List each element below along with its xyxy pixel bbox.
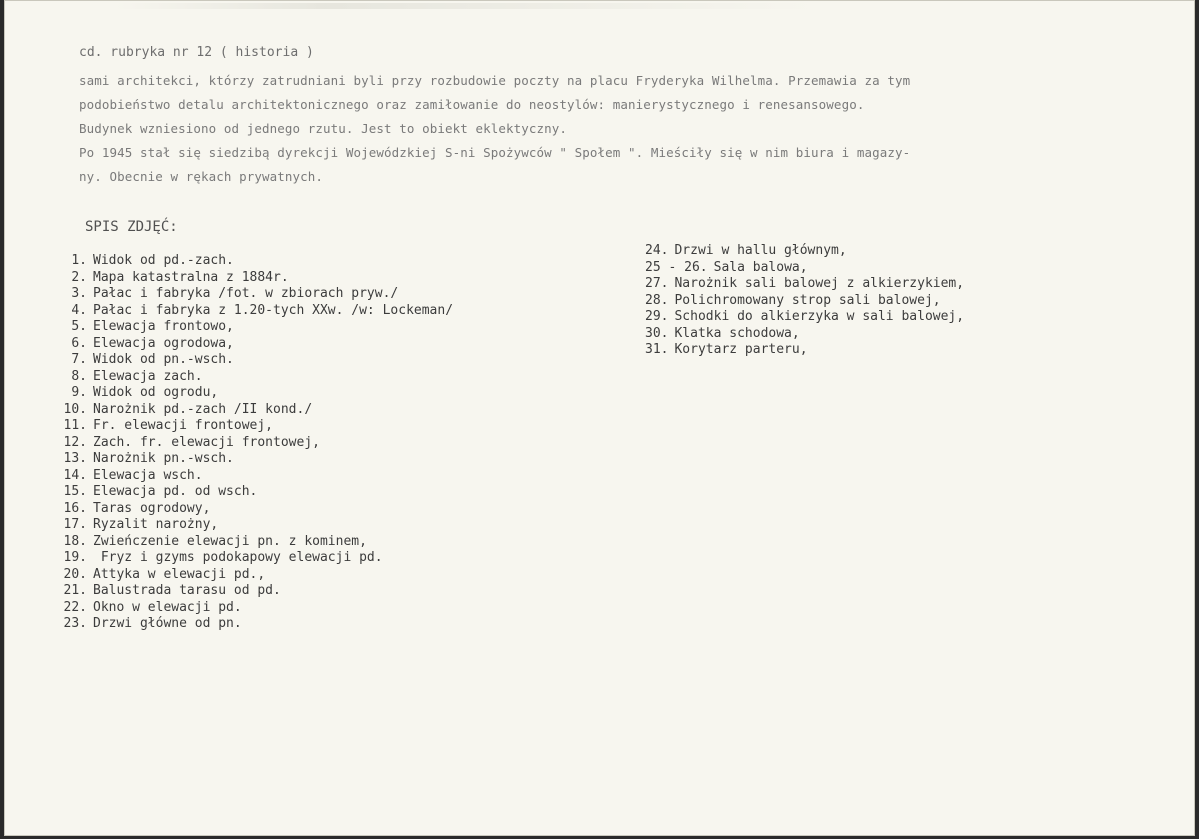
photo-item-number: 28. [645, 292, 669, 308]
photo-list-item [49, 253, 453, 270]
photo-item-number: 21. [63, 583, 87, 598]
photo-list-item [49, 484, 453, 501]
photo-item-label: Elewacja ogrodowa, [93, 335, 234, 351]
photo-item-label: Narożnik pd.-zach /II kond./ [93, 401, 313, 417]
photo-item-number: 15. [63, 484, 87, 499]
photo-item-label: Pałac i fabryka /fot. w zbiorach pryw./ [93, 286, 399, 301]
photo-item-label: Narożnik pn.-wsch. [93, 451, 234, 466]
photo-list-item [49, 567, 453, 584]
photo-list-right [645, 243, 964, 359]
photo-list-item [49, 550, 453, 567]
photo-list-item [49, 369, 453, 386]
photo-list-item [49, 600, 453, 617]
photo-item-number: 6. [71, 335, 87, 351]
photo-item-number: 4. [71, 302, 87, 318]
photo-item-label: Widok od pd.-zach. [93, 253, 234, 268]
photo-item-label: Widok od ogrodu, [93, 385, 219, 400]
photo-item-label: Mapa katastralna z 1884r. [93, 269, 289, 285]
section-heading: cd. rubryka nr 12 ( historia ) [79, 45, 314, 60]
photo-item-label: Klatka schodowa, [674, 325, 800, 341]
photo-item-number: 7. [71, 352, 87, 367]
photo-item-label: Elewacja pd. od wsch. [93, 484, 258, 499]
photo-item-number: 9. [71, 385, 87, 400]
photo-list-item [49, 303, 453, 320]
photo-item-number: 30. [645, 325, 669, 341]
photo-item-label: Zach. fr. elewacji frontowej, [93, 434, 320, 450]
photo-list-item [49, 336, 453, 353]
photo-list-item [645, 342, 964, 359]
photo-list-item [49, 501, 453, 518]
photo-item-label: Fr. elewacji frontowej, [93, 418, 274, 433]
photo-item-label: Zwieńczenie elewacji pn. z kominem, [93, 533, 367, 549]
photo-item-label: Ryzalit narożny, [93, 517, 219, 532]
paragraph-line: podobieństwo detalu architektonicznego oraz zamiłowanie do neostylów: manierystycznego i renesansowego. [79, 97, 865, 112]
photo-item-number: 17. [63, 517, 87, 532]
photo-item-number: 23. [63, 616, 87, 631]
photo-list-left [49, 253, 453, 633]
paragraph-line: sami architekci, którzy zatrudniani byli przy rozbudowie poczty na placu Fryderyka Wilhelma. Przemawia za tym [79, 73, 911, 88]
photo-list-item [49, 270, 453, 287]
photo-list-item [49, 352, 453, 369]
photo-item-number: 27. [645, 276, 669, 291]
photo-item-number: 8. [71, 368, 87, 384]
paragraph-line: ny. Obecnie w rękach prywatnych. [79, 169, 324, 184]
photo-item-label: Schodki do alkierzyka w sali balowej, [674, 309, 965, 324]
photo-list-item [49, 517, 453, 534]
photo-list-item [49, 468, 453, 485]
photo-list-item [49, 435, 453, 452]
photo-item-number: 24. [645, 243, 669, 258]
photo-list-item [49, 616, 453, 633]
photo-item-number: 14. [63, 467, 87, 483]
top-edge-smudge [115, 3, 815, 9]
photo-item-label: Taras ogrodowy, [93, 500, 211, 516]
photo-list-item [49, 402, 453, 419]
photo-item-label: Okno w elewacji pd. [93, 599, 242, 615]
photo-list-item [49, 385, 453, 402]
photo-item-number: 12. [63, 434, 87, 450]
photo-list-title: SPIS ZDJĘĆ: [85, 219, 178, 235]
photo-item-number: 29. [645, 309, 669, 324]
photo-list-item [49, 418, 453, 435]
photo-item-number: 19. [63, 550, 87, 565]
photo-item-label: Narożnik sali balowej z alkierzykiem, [674, 276, 965, 291]
photo-item-number: 3. [71, 286, 87, 301]
paragraph-line: Budynek wzniesiono od jednego rzutu. Jest to obiekt eklektyczny. [79, 121, 568, 136]
photo-item-label: Sala balowa, [713, 259, 808, 275]
photo-list-item [645, 276, 964, 293]
photo-item-label: Elewacja wsch. [93, 467, 203, 483]
photo-item-label: Elewacja zach. [93, 368, 203, 384]
photo-item-number: 20. [63, 566, 87, 582]
paragraph-line: Po 1945 stał się siedzibą dyrekcji Wojewódzkiej S-ni Spożywców " Społem ". Mieściły się w nim biura i magazy- [79, 145, 911, 160]
document-page [4, 0, 1195, 836]
photo-list-item [49, 534, 453, 551]
photo-item-label: Fryz i gzyms podokapowy elewacji pd. [93, 550, 383, 565]
photo-item-number: 25 - 26. [645, 259, 708, 275]
photo-item-number: 18. [63, 533, 87, 549]
photo-item-label: Korytarz parteru, [674, 342, 808, 357]
photo-item-label: Drzwi w hallu głównym, [674, 243, 847, 258]
photo-item-number: 1. [71, 253, 87, 268]
photo-item-number: 13. [63, 451, 87, 466]
photo-item-label: Attyka w elewacji pd., [93, 566, 266, 582]
photo-list-item [645, 309, 964, 326]
photo-list-item [49, 319, 453, 336]
photo-item-number: 2. [71, 269, 87, 285]
photo-item-number: 10. [63, 401, 87, 417]
photo-item-number: 11. [63, 418, 87, 433]
photo-item-number: 22. [63, 599, 87, 615]
photo-item-label: Drzwi główne od pn. [93, 616, 242, 631]
photo-list-item [645, 293, 964, 310]
photo-item-label: Elewacja frontowo, [93, 319, 234, 334]
photo-item-label: Pałac i fabryka z 1.20-tych XXw. /w: Lockeman/ [93, 302, 454, 318]
photo-item-label: Balustrada tarasu od pd. [93, 583, 281, 598]
photo-item-label: Polichromowany strop sali balowej, [674, 292, 941, 308]
photo-item-number: 16. [63, 500, 87, 516]
photo-list-item [49, 451, 453, 468]
photo-list-item [645, 260, 964, 277]
photo-item-number: 5. [71, 319, 87, 334]
photo-list-item [645, 326, 964, 343]
photo-list-item [49, 286, 453, 303]
photo-item-label: Widok od pn.-wsch. [93, 352, 234, 367]
photo-list-item [49, 583, 453, 600]
photo-item-number: 31. [645, 342, 669, 357]
photo-list-item [645, 243, 964, 260]
